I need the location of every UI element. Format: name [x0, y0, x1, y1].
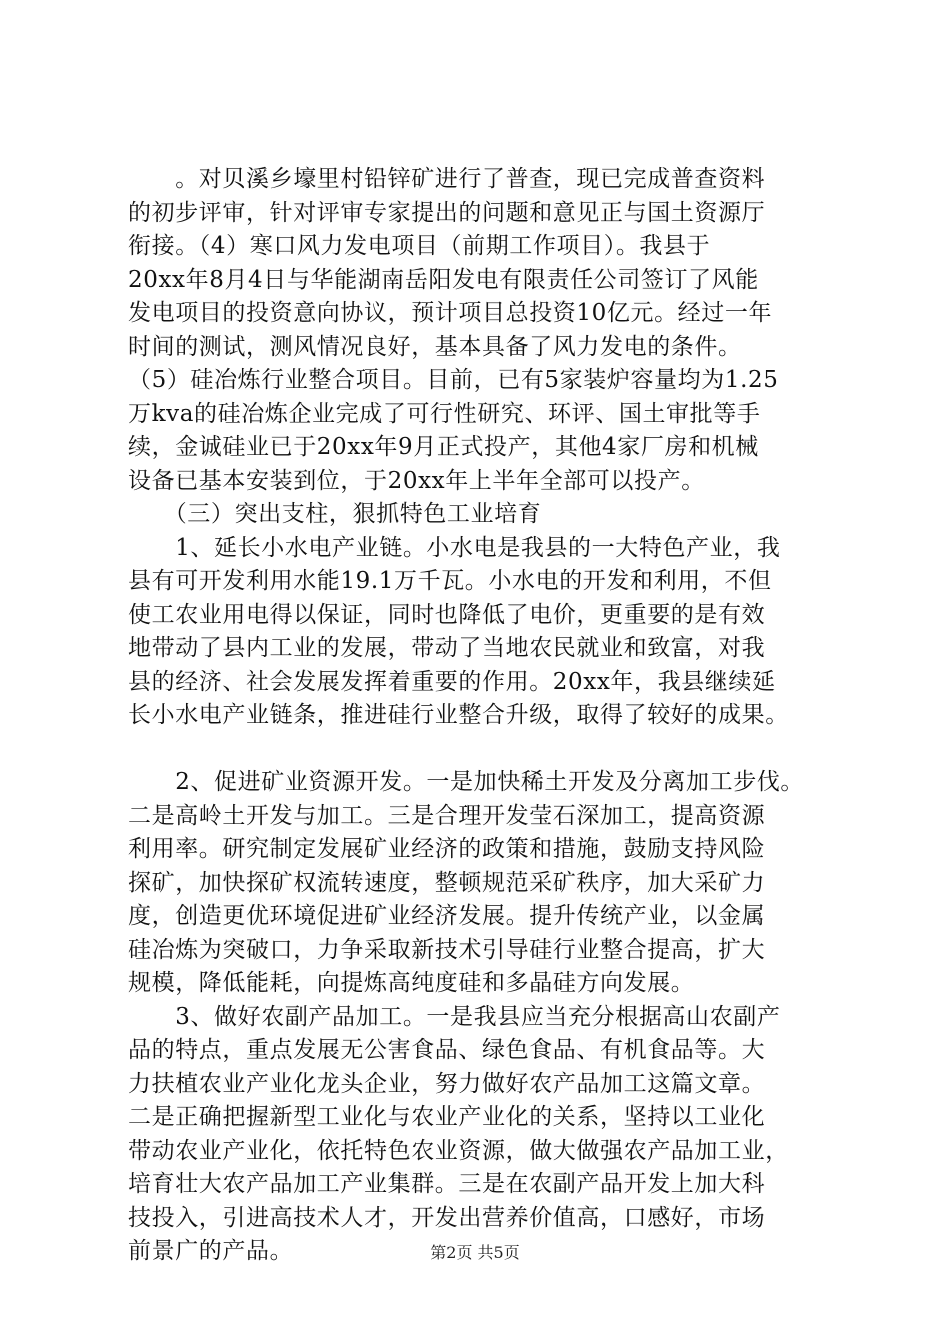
- body-text-line: 使工农业用电得以保证，同时也降低了电价，更重要的是有效: [128, 602, 766, 628]
- body-text-line: 20xx年8月4日与华能湖南岳阳发电有限责任公司签订了风能: [128, 267, 759, 293]
- body-text-line: 设备已基本安装到位，于20xx年上半年全部可以投产。: [128, 468, 705, 494]
- body-text-line: 县有可开发利用水能19.1万千瓦。小水电的开发和利用，不但: [128, 568, 772, 594]
- body-text-line: 2、促进矿业资源开发。一是加快稀土开发及分离加工步伐。: [128, 769, 805, 795]
- body-text-line: 衔接。（4）寒口风力发电项目（前期工作项目）。我县于: [128, 233, 711, 259]
- body-text-line: 。对贝溪乡壕里村铅锌矿进行了普查，现已完成普查资料: [128, 166, 766, 192]
- body-text-line: 规模，降低能耗，向提炼高纯度硅和多晶硅方向发展。: [128, 970, 695, 996]
- body-text-line: 3、做好农副产品加工。一是我县应当充分根据高山农副产: [128, 1004, 781, 1030]
- body-text-line: 县的经济、社会发展发挥着重要的作用。20xx年，我县继续延: [128, 669, 776, 695]
- body-text-line: 时间的测试，测风情况良好，基本具备了风力发电的条件。: [128, 334, 742, 360]
- body-text-line: 地带动了县内工业的发展，带动了当地农民就业和致富，对我: [128, 635, 766, 661]
- body-text-line: 二是高岭土开发与加工。三是合理开发莹石深加工，提高资源: [128, 803, 766, 829]
- body-text-line: 硅冶炼为突破口，力争采取新技术引导硅行业整合提高，扩大: [128, 937, 766, 963]
- body-text-line: （5）硅冶炼行业整合项目。目前，已有5家装炉容量均为1.25: [128, 367, 779, 393]
- body-text-line: 利用率。研究制定发展矿业经济的政策和措施，鼓励支持风险: [128, 836, 766, 862]
- body-text-line: 培育壮大农产品加工产业集群。三是在农副产品开发上加大科: [128, 1171, 766, 1197]
- body-text-line: 度，创造更优环境促进矿业经济发展。提升传统产业，以金属: [128, 903, 766, 929]
- body-text-line: 万kva的硅冶炼企业完成了可行性研究、环评、国土审批等手: [128, 401, 761, 427]
- body-text-line: 二是正确把握新型工业化与农业产业化的关系，坚持以工业化: [128, 1104, 766, 1130]
- body-text-line: 发电项目的投资意向协议，预计项目总投资10亿元。经过一年: [128, 300, 773, 326]
- body-text-line: 续，金诚硅业已于20xx年9月正式投产，其他4家厂房和机械: [128, 434, 759, 460]
- body-text-line: 前景广的产品。: [128, 1238, 294, 1264]
- body-text-line: 探矿，加快探矿权流转速度，整顿规范采矿秩序，加大采矿力: [128, 870, 766, 896]
- body-text-line: 力扶植农业产业化龙头企业，努力做好农产品加工这篇文章。: [128, 1071, 766, 1097]
- body-text-line: 的初步评审，针对评审专家提出的问题和意见正与国土资源厅: [128, 200, 766, 226]
- page-number-footer: 第2页 共5页: [430, 1243, 520, 1262]
- section-heading: （三）突出支柱，狠抓特色工业培育: [128, 501, 542, 527]
- body-text-line: 1、延长小水电产业链。小水电是我县的一大特色产业，我: [128, 535, 781, 561]
- body-text-line: 技投入，引进高技术人才，开发出营养价值高，口感好，市场: [128, 1205, 766, 1231]
- body-text-line: 长小水电产业链条，推进硅行业整合升级，取得了较好的成果。: [128, 702, 789, 728]
- body-text-line: 带动农业产业化，依托特色农业资源，做大做强农产品加工业，: [128, 1138, 789, 1164]
- body-text-line: 品的特点，重点发展无公害食品、绿色食品、有机食品等。大: [128, 1037, 766, 1063]
